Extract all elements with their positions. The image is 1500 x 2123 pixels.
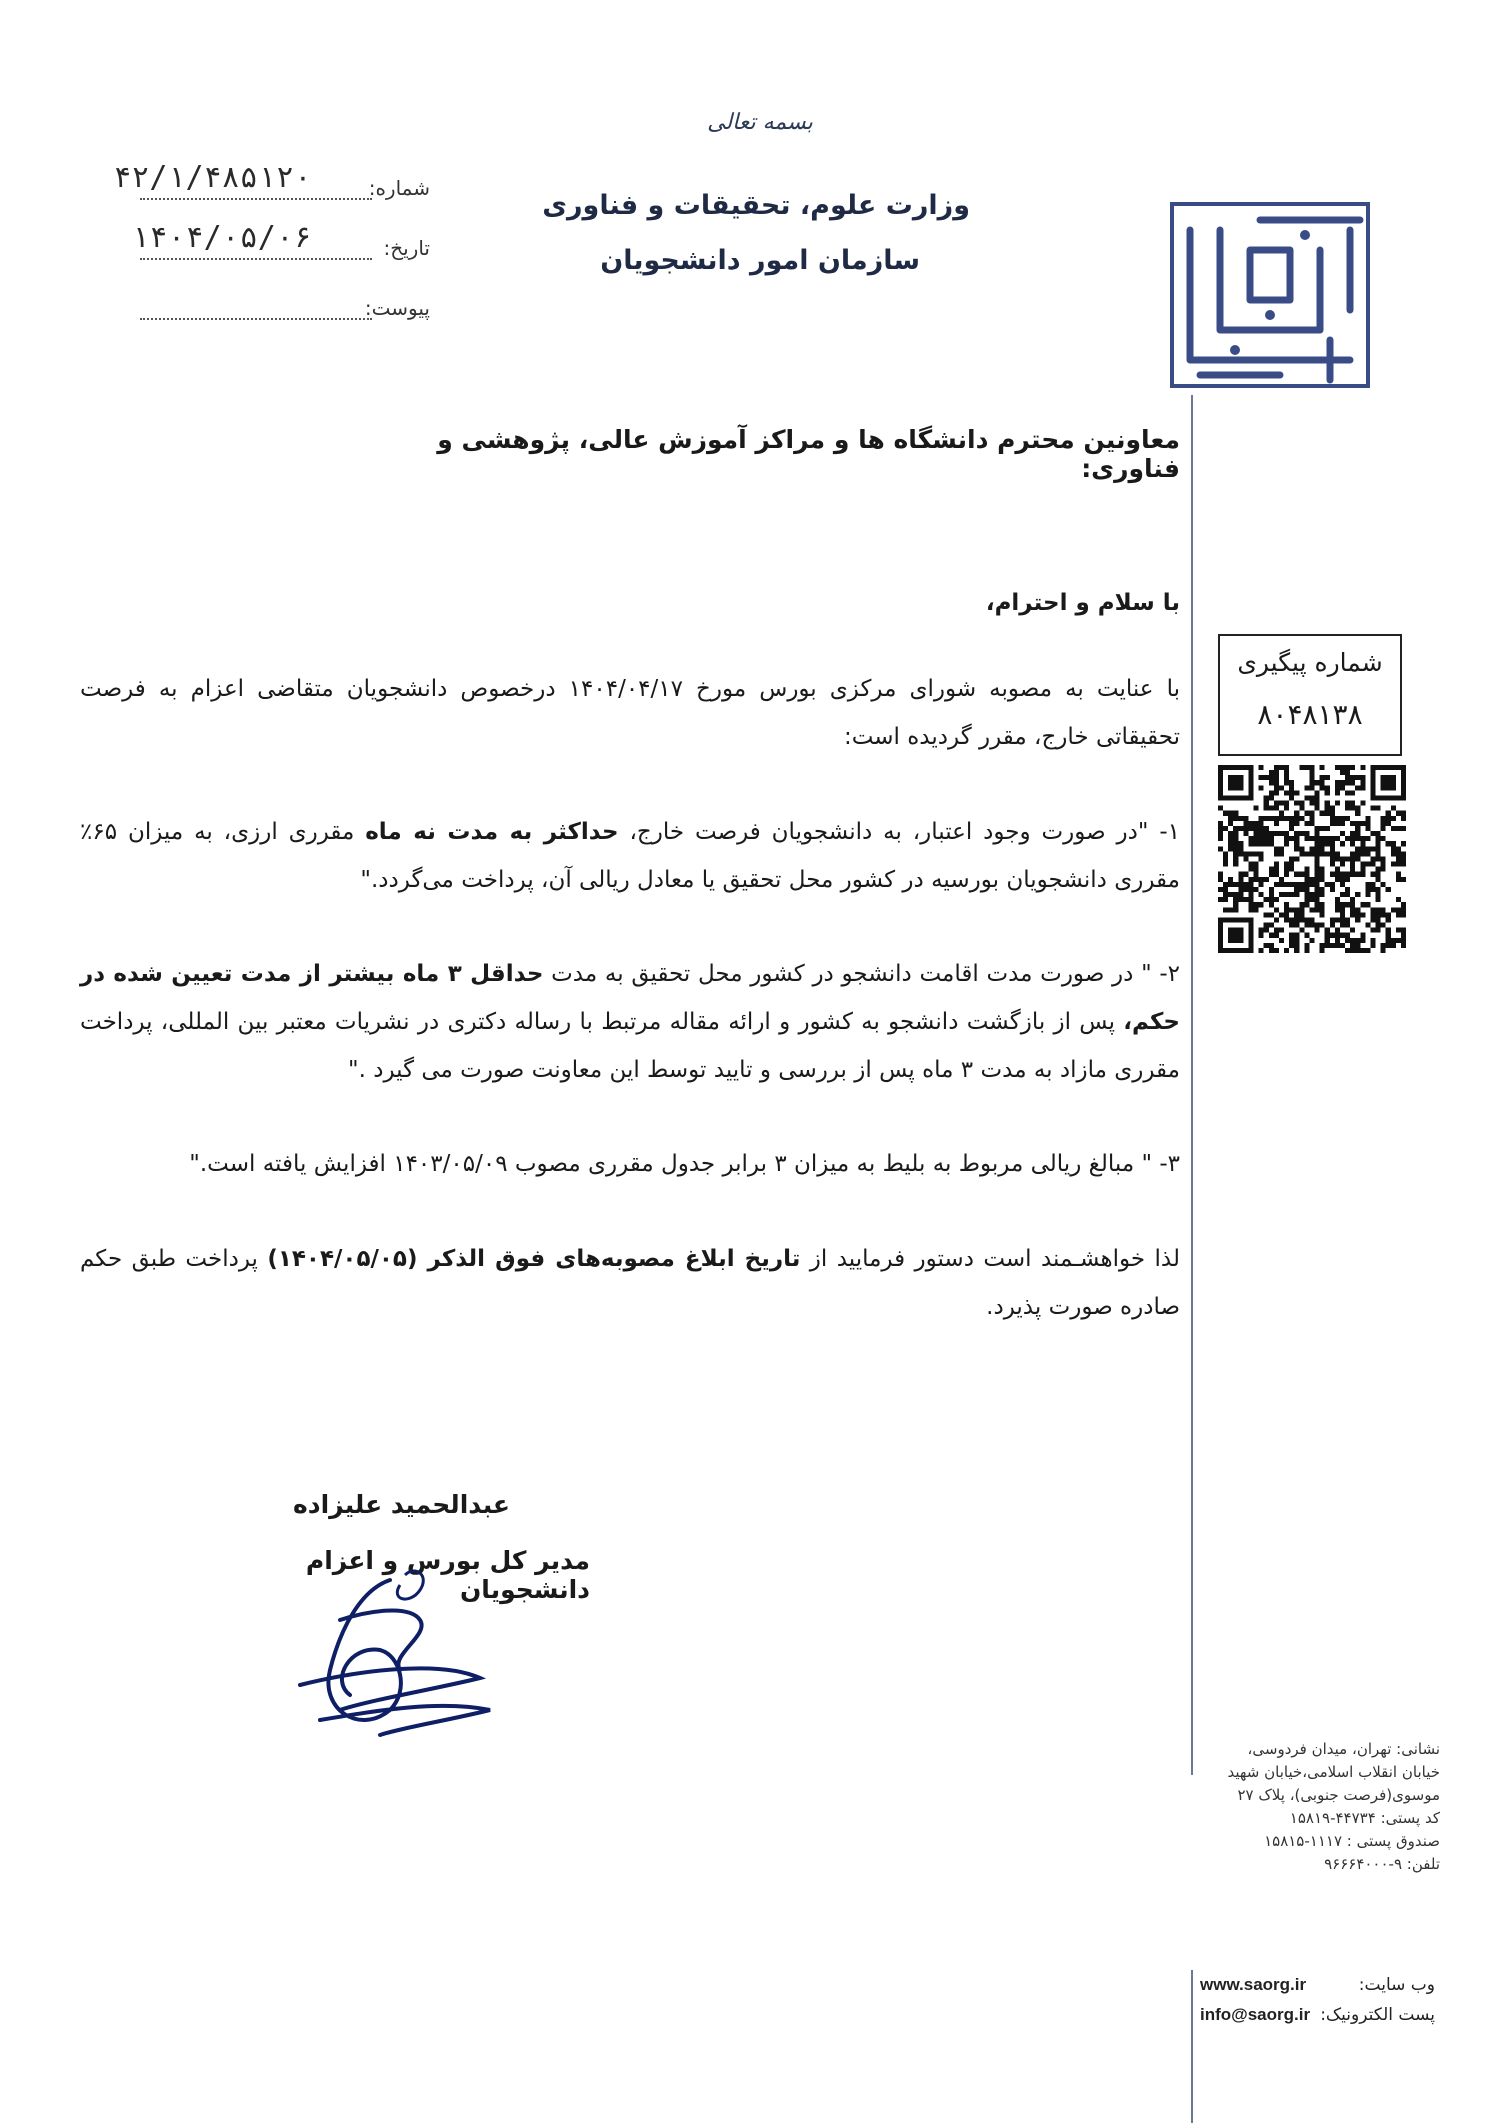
address-line: موسوی(فرصت جنوبی)، پلاک ۲۷ <box>1237 1786 1440 1804</box>
phone-line: تلفن: ۹-۹۶۶۶۴۰۰۰ <box>1324 1855 1440 1873</box>
address-block <box>1200 1738 1440 1876</box>
signatory-name: عبدالحمید علیزاده <box>292 1490 510 1519</box>
tracking-number-box <box>1218 634 1402 756</box>
item-1-emphasis: حداکثر به مدت نه ماه <box>365 819 619 845</box>
letter-date-value: ۱۴۰۴/۰۵/۰۶ <box>131 220 312 255</box>
closing-paragraph <box>80 1235 1180 1331</box>
basmala: بسمه تعالی <box>707 110 813 135</box>
vertical-divider <box>1191 395 1193 1775</box>
attachment-field <box>120 288 430 328</box>
item-2-text: ۲- " در صورت مدت اقامت دانشجو در کشور محل تحقیق به مدت <box>543 961 1181 987</box>
letter-number-field <box>113 160 430 208</box>
email-row <box>1200 2000 1435 2030</box>
contact-block <box>1200 1970 1435 2030</box>
item-3-paragraph: ۳- " مبالغ ریالی مربوط به بلیط به میزان ۳ برابر جدول مقرری مصوب ۱۴۰۳/۰۵/۰۹ افزایش یافته است." <box>189 1151 1180 1177</box>
item-1-text-continued: مقرری ارزی، به میزان ۶۵٪ مقرری دانشجویان بورسیه در کشور محل تحقیق یا معادل ریالی آن، پرداخت می‌گردد." <box>80 819 1180 893</box>
email-link[interactable]: info@saorg.ir <box>1200 2005 1311 2024</box>
dotted-line <box>140 318 372 320</box>
item-1-paragraph <box>80 808 1180 904</box>
letter-date-field <box>120 220 430 268</box>
letter-date-label: تاریخ: <box>383 236 430 260</box>
vertical-divider <box>1191 1970 1193 2123</box>
closing-emphasis: تاریخ ابلاغ مصوبه‌های فوق الذکر (۱۴۰۴/۰۵/۰۵) <box>267 1246 801 1272</box>
website-row <box>1200 1970 1435 2000</box>
letter-number-value: ۴۲/۱/۴۸۵۱۲۰ <box>113 160 312 195</box>
email-label: پست الکترونیک: <box>1320 2005 1435 2025</box>
intro-paragraph: با عنایت به مصوبه شورای مرکزی بورس مورخ ۱۴۰۴/۰۴/۱۷ درخصوص دانشجویان متقاضی اعزام به فرصت تحقیقاتی خارج، مقرر گردیده است: <box>80 676 1180 750</box>
qr-code <box>1218 764 1406 954</box>
closing-text-continued: پرداخت طبق حکم صادره صورت پذیرد. <box>80 1246 1180 1320</box>
letter-number-label: شماره: <box>368 176 430 200</box>
organization-logo <box>1160 190 1380 400</box>
po-box-line: صندوق پستی : ۱۱۱۷-۱۵۸۱۵ <box>1264 1832 1440 1850</box>
item-2-text-continued: پس از بازگشت دانشجو به کشور و ارائه مقاله مرتبط با رساله دکتری در نشریات معتبر بین المللی، پرداخت مقرری مازاد به مدت ۳ ماه پس از بررسی و تایید توسط این معاونت صورت می گیرد ." <box>80 1009 1180 1083</box>
attachment-label: پیوست: <box>364 296 430 320</box>
item-2-paragraph <box>80 950 1180 1094</box>
website-link[interactable]: www.saorg.ir <box>1200 1975 1307 1994</box>
item-1-text: ۱- "در صورت وجود اعتبار، به دانشجویان فرصت خارج، <box>618 819 1180 845</box>
tracking-number-label: شماره پیگیری <box>1237 648 1383 677</box>
organization-name: سازمان امور دانشجویان <box>600 245 920 276</box>
salutation: معاونین محترم دانشگاه ها و مراکز آموزش عالی، پژوهشی و فناوری: <box>437 425 1180 483</box>
address-line: نشانی: تهران، میدان فردوسی، <box>1247 1740 1440 1758</box>
greeting: با سلام و احترام، <box>985 590 1180 616</box>
item-2-emphasis: حداقل ۳ ماه بیشتر از مدت تعیین شده در حکم، <box>80 961 1180 1035</box>
dotted-line <box>140 198 372 200</box>
tracking-number-value: ۸۰۴۸۱۳۸ <box>1257 698 1363 731</box>
handwritten-signature <box>240 1560 520 1750</box>
closing-text: لذا خواهشـمند است دستور فرمایید از <box>800 1246 1180 1272</box>
address-line: خیابان انقلاب اسلامی،خیابان شهید <box>1227 1763 1440 1781</box>
postal-code-line: کد پستی: ۴۴۷۳۴-۱۵۸۱۹ <box>1289 1809 1440 1827</box>
ministry-name: وزارت علوم، تحقیقات و فناوری <box>542 190 970 221</box>
dotted-line <box>140 258 372 260</box>
signatory-title: مدیر کل بورس و اعزام دانشجویان <box>305 1546 590 1604</box>
website-label: وب سایت: <box>1358 1975 1435 1995</box>
